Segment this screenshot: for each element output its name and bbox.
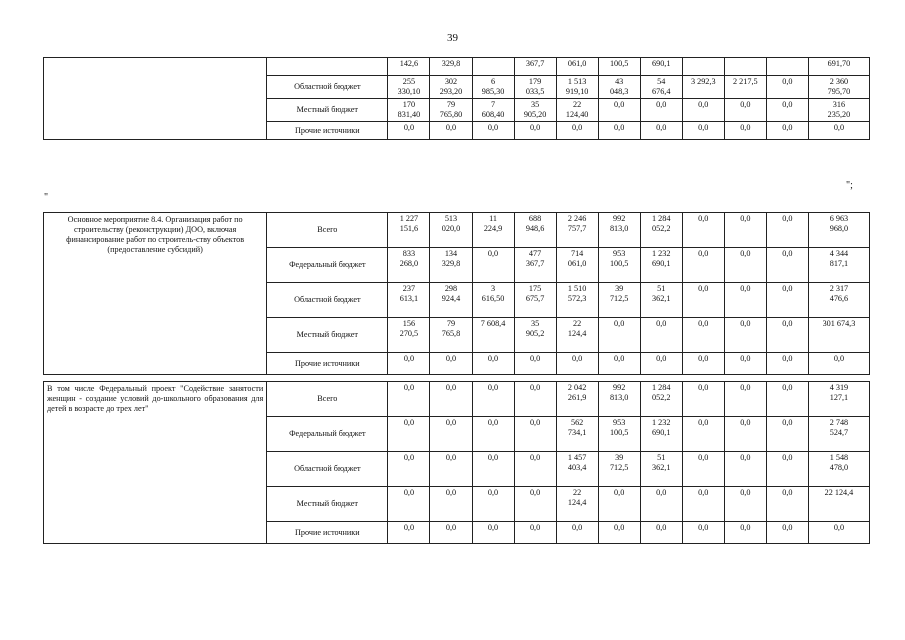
year-value-cell: 0,0: [472, 452, 514, 487]
year-value-cell: 2 042 261,9: [556, 382, 598, 417]
year-value-cell: 0,0: [682, 248, 724, 283]
year-value-cell: 513 020,0: [430, 213, 472, 248]
funding-source-label: Местный бюджет: [267, 318, 388, 353]
year-value-cell: 0,0: [472, 522, 514, 544]
year-value-cell: 298 924,4: [430, 283, 472, 318]
total-cell: 0,0: [808, 122, 869, 140]
year-value-cell: 170 831,40: [388, 99, 430, 122]
year-value-cell: 0,0: [388, 382, 430, 417]
year-value-cell: 0,0: [682, 122, 724, 140]
year-value-cell: 0,0: [640, 487, 682, 522]
year-value-cell: 0,0: [514, 487, 556, 522]
year-value-cell: 1 513 919,10: [556, 76, 598, 99]
year-value-cell: [682, 58, 724, 76]
year-value-cell: 302 293,20: [430, 76, 472, 99]
year-value-cell: 6 985,30: [472, 76, 514, 99]
year-value-cell: 100,5: [598, 58, 640, 76]
year-value-cell: 179 033,5: [514, 76, 556, 99]
funding-source-label: Прочие источники: [267, 522, 388, 544]
year-value-cell: 0,0: [388, 353, 430, 375]
year-value-cell: 237 613,1: [388, 283, 430, 318]
funding-source-label: Местный бюджет: [267, 99, 388, 122]
year-value-cell: 0,0: [766, 99, 808, 122]
year-value-cell: 1 232 690,1: [640, 417, 682, 452]
funding-source-label: Областной бюджет: [267, 452, 388, 487]
year-value-cell: 7 608,40: [472, 99, 514, 122]
closing-quote: ";: [846, 180, 853, 191]
table-row: [44, 213, 870, 248]
year-value-cell: 0,0: [472, 248, 514, 283]
year-value-cell: 0,0: [556, 522, 598, 544]
year-value-cell: 992 813,0: [598, 213, 640, 248]
year-value-cell: 0,0: [598, 99, 640, 122]
year-value-cell: 0,0: [766, 522, 808, 544]
year-value-cell: 2 217,5: [724, 76, 766, 99]
year-value-cell: 0,0: [682, 353, 724, 375]
year-value-cell: 0,0: [556, 122, 598, 140]
funding-source-label: Всего: [267, 382, 388, 417]
year-value-cell: 79 765,8: [430, 318, 472, 353]
year-value-cell: 0,0: [472, 122, 514, 140]
total-cell: 4 319 127,1: [808, 382, 869, 417]
year-value-cell: 0,0: [598, 487, 640, 522]
year-value-cell: 0,0: [640, 122, 682, 140]
year-value-cell: 1 284 052,2: [640, 382, 682, 417]
year-value-cell: 0,0: [430, 452, 472, 487]
year-value-cell: 39 712,5: [598, 283, 640, 318]
year-value-cell: 43 048,3: [598, 76, 640, 99]
year-value-cell: 0,0: [724, 213, 766, 248]
year-value-cell: 54 676,4: [640, 76, 682, 99]
year-value-cell: 0,0: [640, 353, 682, 375]
year-value-cell: 0,0: [724, 382, 766, 417]
year-value-cell: 0,0: [766, 248, 808, 283]
year-value-cell: 0,0: [682, 213, 724, 248]
year-value-cell: 0,0: [472, 382, 514, 417]
year-value-cell: 22 124,4: [556, 318, 598, 353]
year-value-cell: 0,0: [682, 283, 724, 318]
year-value-cell: 0,0: [766, 122, 808, 140]
year-value-cell: 0,0: [682, 452, 724, 487]
year-value-cell: 1 284 052,2: [640, 213, 682, 248]
year-value-cell: 0,0: [682, 382, 724, 417]
year-value-cell: 0,0: [724, 99, 766, 122]
year-value-cell: 0,0: [640, 522, 682, 544]
year-value-cell: 0,0: [514, 353, 556, 375]
total-cell: 301 674,3: [808, 318, 869, 353]
year-value-cell: 0,0: [514, 417, 556, 452]
funding-source-label: Местный бюджет: [267, 487, 388, 522]
year-value-cell: [766, 58, 808, 76]
funding-source-label: [267, 58, 388, 76]
year-value-cell: 953 100,5: [598, 248, 640, 283]
year-value-cell: 0,0: [388, 122, 430, 140]
year-value-cell: 367,7: [514, 58, 556, 76]
year-value-cell: 0,0: [640, 99, 682, 122]
year-value-cell: 1 227 151,6: [388, 213, 430, 248]
year-value-cell: 562 734,1: [556, 417, 598, 452]
year-value-cell: 0,0: [724, 283, 766, 318]
year-value-cell: 255 330,10: [388, 76, 430, 99]
funding-source-label: Прочие источники: [267, 353, 388, 375]
year-value-cell: 0,0: [766, 283, 808, 318]
year-value-cell: 992 813,0: [598, 382, 640, 417]
page-number: 39: [447, 32, 458, 44]
total-cell: 22 124,4: [808, 487, 869, 522]
year-value-cell: 7 608,4: [472, 318, 514, 353]
year-value-cell: 0,0: [472, 487, 514, 522]
budget-table-measure-8-4: [43, 212, 870, 375]
total-cell: 1 548 478,0: [808, 452, 869, 487]
year-value-cell: 22 124,40: [556, 99, 598, 122]
year-value-cell: 0,0: [556, 353, 598, 375]
year-value-cell: 0,0: [388, 487, 430, 522]
year-value-cell: 0,0: [430, 487, 472, 522]
year-value-cell: 175 675,7: [514, 283, 556, 318]
year-value-cell: 2 246 757,7: [556, 213, 598, 248]
measure-description: [44, 58, 267, 140]
total-cell: 2 317 476,6: [808, 283, 869, 318]
year-value-cell: 0,0: [682, 417, 724, 452]
year-value-cell: 0,0: [724, 318, 766, 353]
year-value-cell: 0,0: [514, 382, 556, 417]
year-value-cell: 156 270,5: [388, 318, 430, 353]
year-value-cell: 061,0: [556, 58, 598, 76]
year-value-cell: 833 268,0: [388, 248, 430, 283]
opening-quote: ": [44, 192, 49, 203]
year-value-cell: 0,0: [766, 353, 808, 375]
year-value-cell: 0,0: [766, 318, 808, 353]
total-cell: 2 360 795,70: [808, 76, 869, 99]
year-value-cell: 22 124,4: [556, 487, 598, 522]
year-value-cell: 0,0: [724, 487, 766, 522]
year-value-cell: 953 100,5: [598, 417, 640, 452]
year-value-cell: 0,0: [724, 353, 766, 375]
year-value-cell: 35 905,2: [514, 318, 556, 353]
year-value-cell: 0,0: [682, 318, 724, 353]
year-value-cell: 0,0: [766, 487, 808, 522]
year-value-cell: 39 712,5: [598, 452, 640, 487]
year-value-cell: 0,0: [682, 487, 724, 522]
year-value-cell: 690,1: [640, 58, 682, 76]
year-value-cell: 134 329,8: [430, 248, 472, 283]
year-value-cell: 329,8: [430, 58, 472, 76]
year-value-cell: 0,0: [766, 213, 808, 248]
year-value-cell: 3 616,50: [472, 283, 514, 318]
year-value-cell: 0,0: [514, 122, 556, 140]
year-value-cell: 0,0: [514, 522, 556, 544]
year-value-cell: 0,0: [766, 382, 808, 417]
total-cell: 691,70: [808, 58, 869, 76]
year-value-cell: 35 905,20: [514, 99, 556, 122]
year-value-cell: 0,0: [430, 353, 472, 375]
total-cell: 2 748 524,7: [808, 417, 869, 452]
year-value-cell: 0,0: [640, 318, 682, 353]
year-value-cell: 0,0: [766, 417, 808, 452]
year-value-cell: 0,0: [430, 122, 472, 140]
year-value-cell: 1 510 572,3: [556, 283, 598, 318]
year-value-cell: 0,0: [682, 99, 724, 122]
year-value-cell: 1 457 403,4: [556, 452, 598, 487]
table-row: [44, 58, 870, 76]
year-value-cell: 0,0: [430, 382, 472, 417]
year-value-cell: 0,0: [430, 522, 472, 544]
year-value-cell: 51 362,1: [640, 452, 682, 487]
budget-table-federal-project: [43, 381, 870, 544]
year-value-cell: 0,0: [724, 248, 766, 283]
table-row: [44, 382, 870, 417]
funding-source-label: Всего: [267, 213, 388, 248]
year-value-cell: 688 948,6: [514, 213, 556, 248]
year-value-cell: 3 292,3: [682, 76, 724, 99]
year-value-cell: [472, 58, 514, 76]
funding-source-label: Прочие источники: [267, 122, 388, 140]
year-value-cell: 714 061,0: [556, 248, 598, 283]
total-cell: 0,0: [808, 353, 869, 375]
year-value-cell: 0,0: [472, 353, 514, 375]
funding-source-label: Федеральный бюджет: [267, 417, 388, 452]
year-value-cell: 1 232 690,1: [640, 248, 682, 283]
year-value-cell: 0,0: [724, 522, 766, 544]
total-cell: 0,0: [808, 522, 869, 544]
year-value-cell: 79 765,80: [430, 99, 472, 122]
year-value-cell: 142,6: [388, 58, 430, 76]
year-value-cell: 0,0: [598, 122, 640, 140]
measure-description: Основное мероприятие 8.4. Организация работ по строительству (реконструкции) ДОО, включая финансирование работ по строитель-ству объектов (предоставление субсидий): [44, 213, 267, 375]
year-value-cell: 0,0: [724, 452, 766, 487]
year-value-cell: 0,0: [472, 417, 514, 452]
year-value-cell: 0,0: [766, 452, 808, 487]
year-value-cell: 0,0: [598, 318, 640, 353]
year-value-cell: 11 224,9: [472, 213, 514, 248]
year-value-cell: 477 367,7: [514, 248, 556, 283]
year-value-cell: 0,0: [766, 76, 808, 99]
year-value-cell: 51 362,1: [640, 283, 682, 318]
year-value-cell: 0,0: [388, 417, 430, 452]
year-value-cell: 0,0: [724, 417, 766, 452]
year-value-cell: 0,0: [598, 522, 640, 544]
funding-source-label: Областной бюджет: [267, 283, 388, 318]
year-value-cell: 0,0: [682, 522, 724, 544]
year-value-cell: 0,0: [724, 122, 766, 140]
funding-source-label: Федеральный бюджет: [267, 248, 388, 283]
total-cell: 4 344 817,1: [808, 248, 869, 283]
total-cell: 6 963 968,0: [808, 213, 869, 248]
year-value-cell: 0,0: [598, 353, 640, 375]
year-value-cell: 0,0: [388, 452, 430, 487]
year-value-cell: 0,0: [514, 452, 556, 487]
total-cell: 316 235,20: [808, 99, 869, 122]
year-value-cell: [724, 58, 766, 76]
budget-table-continuation: [43, 57, 870, 140]
year-value-cell: 0,0: [430, 417, 472, 452]
funding-source-label: Областной бюджет: [267, 76, 388, 99]
measure-description: В том числе Федеральный проект "Содействие занятости женщин - создание условий до-школьного образования для детей в возрасте до трех лет": [44, 382, 267, 544]
year-value-cell: 0,0: [388, 522, 430, 544]
